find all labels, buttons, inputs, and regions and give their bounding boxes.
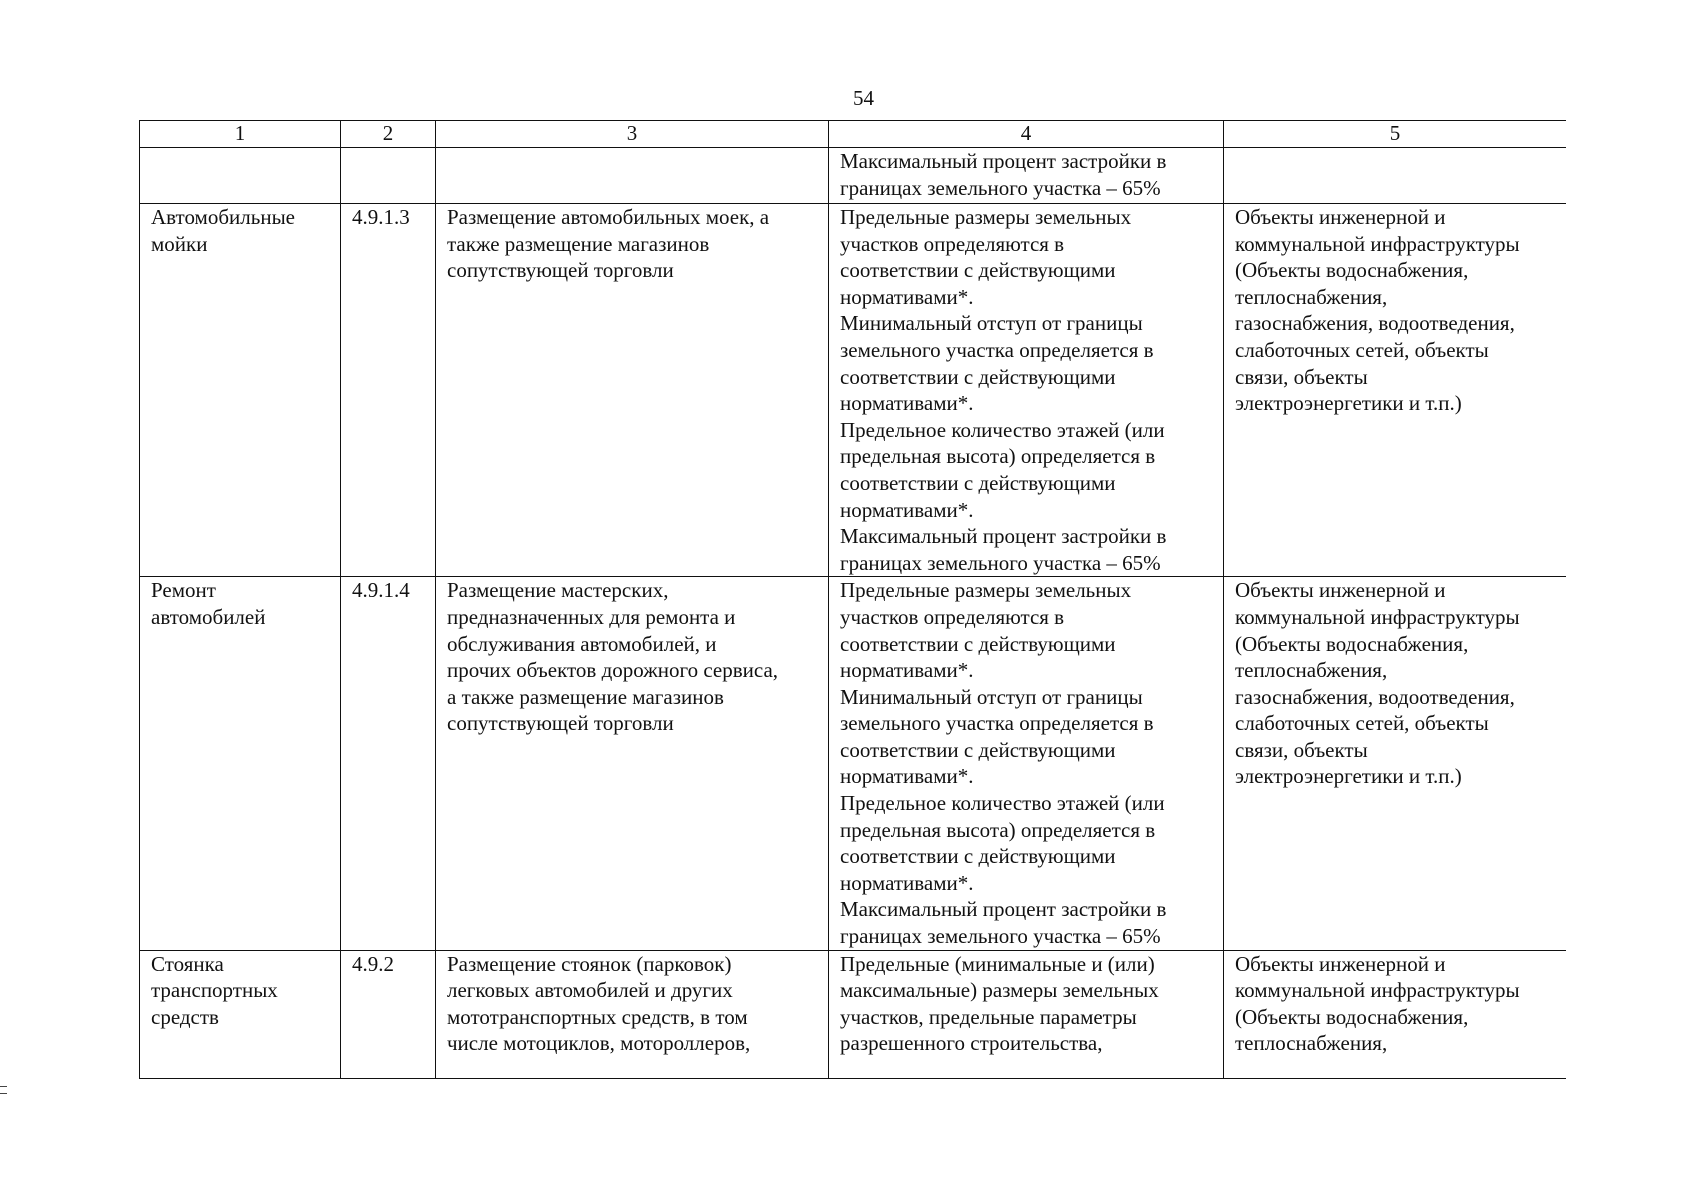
infrastructure-cell-line: коммунальной инфраструктуры <box>1235 231 1520 256</box>
infrastructure-cell-line: коммунальной инфраструктуры <box>1235 978 1520 1003</box>
use-description-cell-line: мототранспортных средств, в том <box>447 1004 748 1029</box>
parameters-cell-line: Предельное количество этажей (или <box>840 417 1165 442</box>
infrastructure-cell-line: Объекты инженерной и <box>1235 951 1446 976</box>
parameters-cell-line: Максимальный процент застройки в <box>840 524 1167 549</box>
parameters-cell-line: земельного участка определяется в <box>840 337 1154 362</box>
parameters-cell-line: нормативами*. <box>840 658 974 683</box>
parameters-cell-line: разрешенного строительства, <box>840 1031 1103 1056</box>
margin-mark <box>0 1086 7 1094</box>
use-code-cell <box>341 950 436 1079</box>
parameters-cell-line: Максимальный процент застройки в <box>840 149 1167 173</box>
use-description-cell <box>436 204 829 577</box>
parameters-cell-line: нормативами*. <box>840 870 974 895</box>
infrastructure-cell-line: слаботочных сетей, объекты <box>1235 337 1489 362</box>
use-description-cell-line: прочих объектов дорожного сервиса, <box>447 658 779 683</box>
parameters-cell-line: соответствии с действующими <box>840 737 1116 762</box>
use-description-cell-line: сопутствующей торговли <box>447 711 674 736</box>
use-code-cell-text: 4.9.2 <box>352 951 394 976</box>
use-type-name-cell-line: Автомобильные <box>151 205 295 229</box>
table-row <box>140 950 1567 1079</box>
parameters-cell-line: границах земельного участка – 65% <box>840 550 1161 575</box>
infrastructure-cell-line: электроэнергетики и т.п.) <box>1235 764 1462 789</box>
table-row <box>140 577 1567 950</box>
infrastructure-cell-line: (Объекты водоснабжения, <box>1235 631 1469 656</box>
use-description-cell-line: а также размещение магазинов <box>447 684 724 709</box>
column-number-row <box>140 121 1567 148</box>
parameters-cell-line: Предельные (минимальные и (или) <box>840 951 1155 976</box>
parameters-cell <box>829 577 1224 950</box>
infrastructure-cell-line: газоснабжения, водоотведения, <box>1235 311 1515 336</box>
use-description-cell-line: Размещение стоянок (парковок) <box>447 951 732 976</box>
use-type-name-cell <box>140 950 341 1079</box>
use-code-cell <box>341 577 436 950</box>
use-type-name-cell-line: транспортных <box>151 978 278 1003</box>
parameters-cell-line: соответствии с действующими <box>840 470 1116 495</box>
infrastructure-cell-line: связи, объекты <box>1235 364 1368 389</box>
parameters-cell-line: нормативами*. <box>840 497 974 522</box>
use-description-cell <box>436 950 829 1079</box>
infrastructure-cell <box>1224 204 1567 577</box>
infrastructure-cell-line: Объекты инженерной и <box>1235 205 1446 229</box>
parameters-cell <box>829 148 1224 204</box>
infrastructure-cell <box>1224 148 1567 204</box>
use-description-cell-line: легковых автомобилей и других <box>447 978 733 1003</box>
use-type-name-cell-line: Стоянка <box>151 951 224 976</box>
parameters-cell-line: нормативами*. <box>840 284 974 309</box>
infrastructure-cell-line: газоснабжения, водоотведения, <box>1235 684 1515 709</box>
infrastructure-cell-line: теплоснабжения, <box>1235 658 1388 683</box>
parameters-cell-line: Минимальный отступ от границы <box>840 311 1143 336</box>
parameters-cell-line: соответствии с действующими <box>840 844 1116 869</box>
parameters-cell-line: Предельные размеры земельных <box>840 578 1132 603</box>
parameters-cell-line: земельного участка определяется в <box>840 711 1154 736</box>
parameters-cell-line: участков, предельные параметры <box>840 1004 1137 1029</box>
page-number: 54 <box>853 86 874 110</box>
table-row <box>140 204 1567 577</box>
parameters-cell-line: соответствии с действующими <box>840 258 1116 283</box>
parameters-cell-line: участков определяются в <box>840 231 1065 256</box>
infrastructure-cell-line: теплоснабжения, <box>1235 284 1388 309</box>
parameters-cell-line: нормативами*. <box>840 391 974 416</box>
use-code-cell-text: 4.9.1.4 <box>352 578 410 603</box>
parameters-cell-line: нормативами*. <box>840 764 974 789</box>
column-number-1: 1 <box>140 121 341 148</box>
use-description-cell-line: Размещение автомобильных моек, а <box>447 205 770 229</box>
zoning-table <box>139 120 1566 1079</box>
infrastructure-cell-line: (Объекты водоснабжения, <box>1235 258 1469 283</box>
parameters-cell <box>829 950 1224 1079</box>
parameters-cell <box>829 204 1224 577</box>
use-description-cell-line: Размещение мастерских, <box>447 578 669 603</box>
parameters-cell-line: предельная высота) определяется в <box>840 444 1156 469</box>
parameters-cell-line: Минимальный отступ от границы <box>840 684 1143 709</box>
zoning-table-container <box>139 120 1566 1079</box>
parameters-cell-line: участков определяются в <box>840 604 1065 629</box>
infrastructure-cell-line: связи, объекты <box>1235 737 1368 762</box>
use-type-name-cell <box>140 148 341 204</box>
use-type-name-cell-line: Ремонт <box>151 578 216 603</box>
use-type-name-cell-line: мойки <box>151 231 208 256</box>
use-code-cell <box>341 204 436 577</box>
use-code-cell-text: 4.9.1.3 <box>352 205 410 229</box>
parameters-cell-line: максимальные) размеры земельных <box>840 978 1159 1003</box>
use-code-cell <box>341 148 436 204</box>
parameters-cell-line: границах земельного участка – 65% <box>840 175 1161 200</box>
infrastructure-cell-line: (Объекты водоснабжения, <box>1235 1004 1469 1029</box>
infrastructure-cell-line: электроэнергетики и т.п.) <box>1235 391 1462 416</box>
table-row <box>140 148 1567 204</box>
use-description-cell-line: обслуживания автомобилей, и <box>447 631 717 656</box>
column-number-2: 2 <box>341 121 436 148</box>
column-number-4: 4 <box>829 121 1224 148</box>
infrastructure-cell <box>1224 577 1567 950</box>
use-type-name-cell <box>140 204 341 577</box>
parameters-cell-line: Предельное количество этажей (или <box>840 791 1165 816</box>
column-number-3: 3 <box>436 121 829 148</box>
table-body <box>140 148 1567 1080</box>
parameters-cell-line: соответствии с действующими <box>840 631 1116 656</box>
parameters-cell-line: Максимальный процент застройки в <box>840 897 1167 922</box>
use-description-cell <box>436 577 829 950</box>
infrastructure-cell-line: теплоснабжения, <box>1235 1031 1388 1056</box>
use-description-cell-line: сопутствующей торговли <box>447 258 674 283</box>
infrastructure-cell <box>1224 950 1567 1079</box>
use-description-cell <box>436 148 829 204</box>
column-number-5: 5 <box>1224 121 1567 148</box>
parameters-cell-line: соответствии с действующими <box>840 364 1116 389</box>
infrastructure-cell-line: слаботочных сетей, объекты <box>1235 711 1489 736</box>
use-description-cell-line: предназначенных для ремонта и <box>447 604 736 629</box>
infrastructure-cell-line: коммунальной инфраструктуры <box>1235 604 1520 629</box>
use-description-cell-line: числе мотоциклов, мотороллеров, <box>447 1031 751 1056</box>
parameters-cell-line: границах земельного участка – 65% <box>840 924 1161 949</box>
use-description-cell-line: также размещение магазинов <box>447 231 710 256</box>
use-type-name-cell <box>140 577 341 950</box>
use-type-name-cell-line: автомобилей <box>151 604 266 629</box>
parameters-cell-line: предельная высота) определяется в <box>840 817 1156 842</box>
parameters-cell-line: Предельные размеры земельных <box>840 205 1132 229</box>
infrastructure-cell-line: Объекты инженерной и <box>1235 578 1446 603</box>
use-type-name-cell-line: средств <box>151 1004 219 1029</box>
